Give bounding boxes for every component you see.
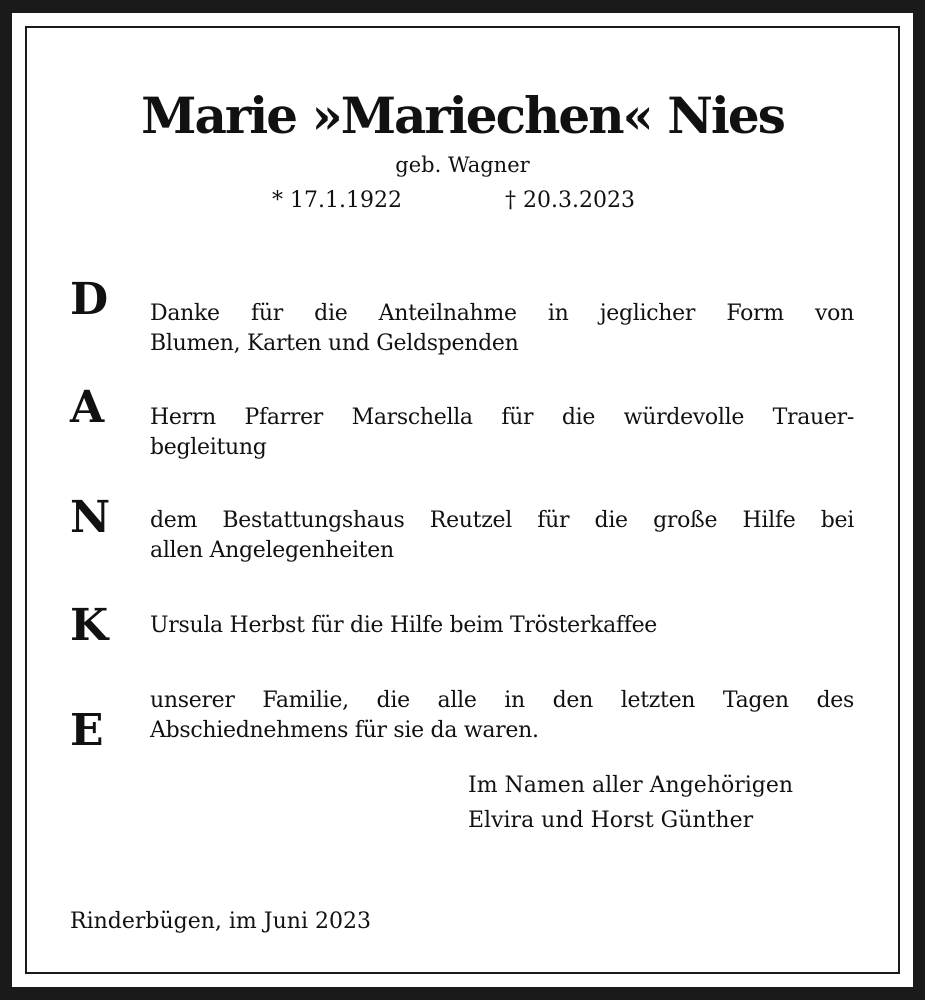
signature-line-2: Elvira und Horst Günther — [468, 808, 754, 833]
deceased-name: Marie »Mariechen« Nies — [141, 86, 784, 145]
thanks-line: dem Bestattungshaus Reutzel für die große Hilfe bei — [150, 508, 854, 533]
place-and-date: Rinderbügen, im Juni 2023 — [70, 909, 371, 934]
thanks-line: Herrn Pfarrer Marschella für die würdevolle Trauer- — [150, 405, 854, 430]
acrostic-letter-a: A — [70, 382, 105, 433]
acrostic-letter-d: D — [70, 274, 109, 325]
thanks-line: Blumen, Karten und Geldspenden — [150, 331, 519, 356]
maiden-name: geb. Wagner — [395, 153, 530, 177]
thanks-paragraph-e — [150, 686, 854, 746]
thanks-line: Abschiednehmens für sie da waren. — [150, 718, 539, 743]
acrostic-letter-n: N — [70, 492, 111, 543]
thanks-line: begleitung — [150, 435, 267, 460]
acrostic-letter-k: K — [70, 600, 109, 651]
thanks-paragraph-d — [150, 299, 854, 359]
death-date: † 20.3.2023 — [505, 188, 635, 213]
birth-date: * 17.1.1922 — [272, 188, 402, 213]
signature-line-1: Im Namen aller Angehörigen — [468, 773, 794, 798]
thanks-line: unserer Familie, die alle in den letzten Tagen des — [150, 688, 854, 713]
thanks-paragraph-n — [150, 506, 854, 566]
thanks-line: allen Angelegenheiten — [150, 538, 394, 563]
thanks-paragraph-k — [150, 611, 854, 641]
thanks-line: Danke für die Anteilnahme in jeglicher Form von — [150, 301, 854, 326]
thanks-line: Ursula Herbst für die Hilfe beim Trösterkaffee — [150, 613, 658, 638]
acrostic-letter-e: E — [70, 705, 104, 756]
thanks-paragraph-a — [150, 403, 854, 463]
